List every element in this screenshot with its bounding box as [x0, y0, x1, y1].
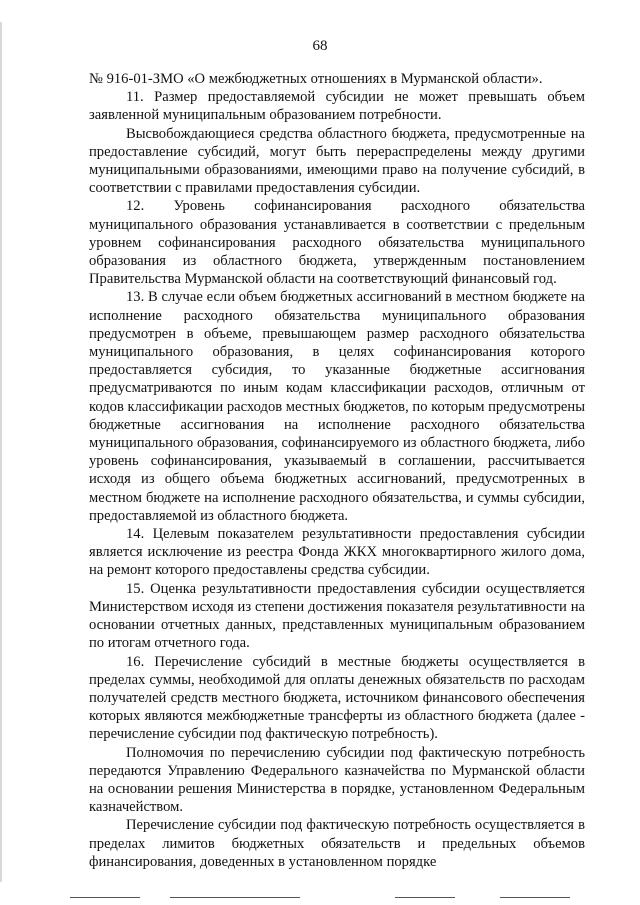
paragraph-law-reference: № 916-01-ЗМО «О межбюджетных отношениях в Мурманской области». [89, 71, 543, 87]
document-body [89, 70, 585, 871]
paragraph-11-redistribution: Высвобождающиеся средства областного бюджета, предусмотренные на предоставление субсидий, могут быть перераспределены между другими муниципальными образованиями, имеющими право на получение субсидий, в соответствии с правилами предоставления субсидии. [89, 125, 585, 197]
paragraph-14: 14. Целевым показателем результативности предоставления субсидии является исключение из реестра Фонда ЖКХ многоквартирного жилого дома, на ремонт которого предоставлены средства субсидии. [89, 526, 585, 579]
scan-edge-shadow [0, 22, 2, 882]
scan-bottom-edge [0, 897, 640, 899]
paragraph-16-limits: Перечисление субсидии под фактическую потребность осуществляется в пределах лимитов бюджетных обязательств и предельных объемов финансирования, доведенных в установленном порядке [89, 817, 585, 870]
paragraph-12: 12. Уровень софинансирования расходного обязательства муниципального образования устанавливается в соответствии с предельным уровнем софинансирования расходного обязательства муниципального образования из областного бюджета, утвержденным постановлением Правительства Мурманской области на соответствующий финансовый год. [89, 198, 585, 288]
paragraph-11: 11. Размер предоставляемой субсидии не может превышать объем заявленной муниципальным образованием потребности. [89, 89, 585, 124]
paragraph-13: 13. В случае если объем бюджетных ассигнований в местном бюджете на исполнение расходного обязательства муниципального образования предусмотрен в объеме, превышающем размер расходного обязательства муниципального образования, в целях софинансирования которого предоставляется субсидия, то указанные бюджетные ассигнования предусматриваются по иным кодам классификации расходов, отличным от кодов классификации расходов местных бюджетов, по которым предусмотрены бюджетные ассигнования на исполнение расходного обязательства муниципального образования, софинансируемого из областного бюджета, либо уровень софинансирования, указываемый в соглашении, рассчитывается исходя из общего объема бюджетных ассигнований, предусмотренных в местном бюджете на исполнение расходного обязательства, и суммы субсидии, предоставляемой из областного бюджета. [89, 289, 585, 524]
paragraph-16-authority: Полномочия по перечислению субсидии под фактическую потребность передаются Управлению Федерального казначейства по Мурманской области на основании решения Министерства в порядке, установленном Федеральным казначейством. [89, 744, 585, 816]
paragraph-15: 15. Оценка результативности предоставления субсидии осуществляется Министерством исходя из степени достижения показателя результативности на основании отчетных данных, представленных муниципальным образованием по итогам отчетного года. [89, 580, 585, 652]
page-number: 68 [312, 38, 328, 54]
paragraph-16: 16. Перечисление субсидий в местные бюджеты осуществляется в пределах суммы, необходимой для оплаты денежных обязательств по расходам получателей средств местного бюджета, источником финансового обеспечения которых являются межбюджетные трансферты из областного бюджета (далее - перечисление субсидии под фактическую потребность). [89, 653, 585, 743]
